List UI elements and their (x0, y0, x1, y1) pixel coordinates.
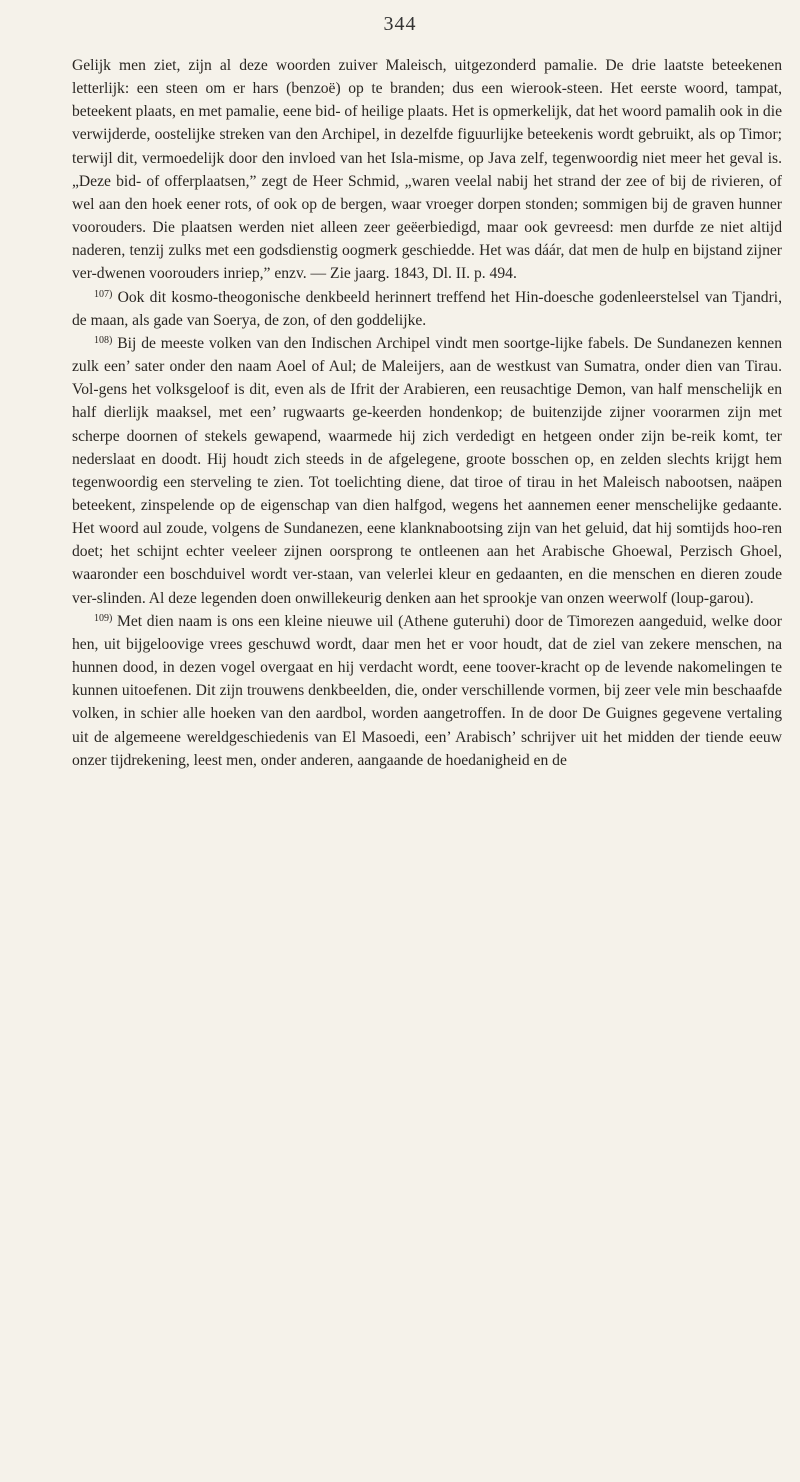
paragraph-text: Gelijk men ziet, zijn al deze woorden zuiver Maleisch, uitgezonderd pamalie. De drie laatste beteekenen letterlijk: een steen om er hars (benzoë) op te branden; dus een wierook-steen. Het eerste woord, tampat, beteekent plaats, en met pamalie, eene bid- of heilige plaats. Het is opmerkelijk, dat het woord pamalih ook in die verwijderde, oostelijke streken van den Archipel, in dezelfde figuurlijke beteekenis wordt gebruikt, als op Timor; terwijl dit, vermoedelijk door den invloed van het Isla-misme, op Java zelf, tegenwoordig niet meer het geval is. „Deze bid- of offerplaatsen,” zegt de Heer Schmid, „waren veelal nabij het strand der zee of bij de rivieren, of wel aan den hoek eener rots, of ook op de bergen, waar vroeger dorpen stonden; sommigen bij de graven hunner voorouders. Die plaatsen werden niet alleen zeer geëerbiedigd, maar ook gevreesd: men durfde ze niet altijd naderen, tenzij zulks met een godsdienstig oogmerk geschiedde. Het was dáár, dat men de hulp en bijstand zijner ver-dwenen voorouders inriep,” enzv. — Zie jaarg. 1843, Dl. II. p. 494. (72, 57, 782, 283)
footnote-number: 107) (94, 288, 113, 300)
body-text (72, 54, 782, 772)
footnote-107 (72, 286, 782, 332)
footnote-text: Bij de meeste volken van den Indischen Archipel vindt men soortge-lijke fabels. De Sundanezen kennen zulk een’ sater onder den naam Aoel of Aul; de Maleijers, aan de westkust van Sumatra, onder dien van Tirau. Vol-gens het volksgeloof is dit, even als de Ifrit der Arabieren, een reusachtige Demon, van half menschelijk en half dierlijk maaksel, met een’ rugwaarts ge-keerden hondenkop; de buitenzijde zijner voorarmen zijn met scherpe doornen of stekels gewapend, waarmede hij zich verdedigt en hetgeen onder zijn be-reik komt, ter nederslaat en doodt. Hij houdt zich steeds in de afgelegene, groote bosschen op, en zelden slechts krijgt hem tegenwoordig een sterveling te zien. Tot toelichting diene, dat tiroe of tirau in het Maleisch nabootsen, naäpen beteekent, zinspelende op de eigenschap van dien halfgod, wegens het aannemen eener menschelijke gedaante. Het woord aul zoude, volgens de Sundanezen, eene klanknabootsing zijn van het geluid, dat hij somtijds hoo-ren doet; het schijnt echter veeleer zijnen oorsprong te ontleenen aan het Arabische Ghoewal, Perzisch Ghoel, waaronder een boschduivel wordt ver-staan, van velerlei kleur en gedaanten, en die menschen en dieren zoude ver-slinden. Al deze legenden doen onwillekeurig denken aan het sprookje van onzen weerwolf (loup-garou). (72, 334, 782, 607)
footnote-108 (72, 332, 782, 610)
paragraph-pamalie (72, 54, 782, 286)
footnote-109 (72, 610, 782, 772)
footnote-number: 109) (94, 612, 113, 624)
page-number: 344 (383, 13, 417, 35)
footnote-text: Ook dit kosmo-theogonische denkbeeld herinnert treffend het Hin-doesche godenleerstelsel van Tjandri, de maan, als gade van Soerya, de zon, of den goddelijke. (72, 288, 782, 329)
footnote-number: 108) (94, 334, 113, 346)
footnote-text: Met dien naam is ons een kleine nieuwe uil (Athene guteruhi) door de Timorezen aangeduid, welke door hen, uit bijgeloovige vrees geschuwd wordt, daar men het er voor houdt, dat de ziel van zekere menschen, na hunnen dood, in dezen vogel overgaat en hij verdacht wordt, eene toover-kracht op de levende nakomelingen te kunnen uitoefenen. Dit zijn trouwens denkbeelden, die, onder verschillende vormen, bij zeer vele min beschaafde volken, in schier alle hoeken van den aardbol, worden aangetroffen. In de door De Guignes gegevene vertaling uit de algemeene wereldgeschiedenis van El Masoedi, een’ Arabisch’ schrijver uit het midden der tiende eeuw onzer tijdrekening, leest men, onder anderen, aangaande de hoedanigheid en de (72, 612, 782, 769)
